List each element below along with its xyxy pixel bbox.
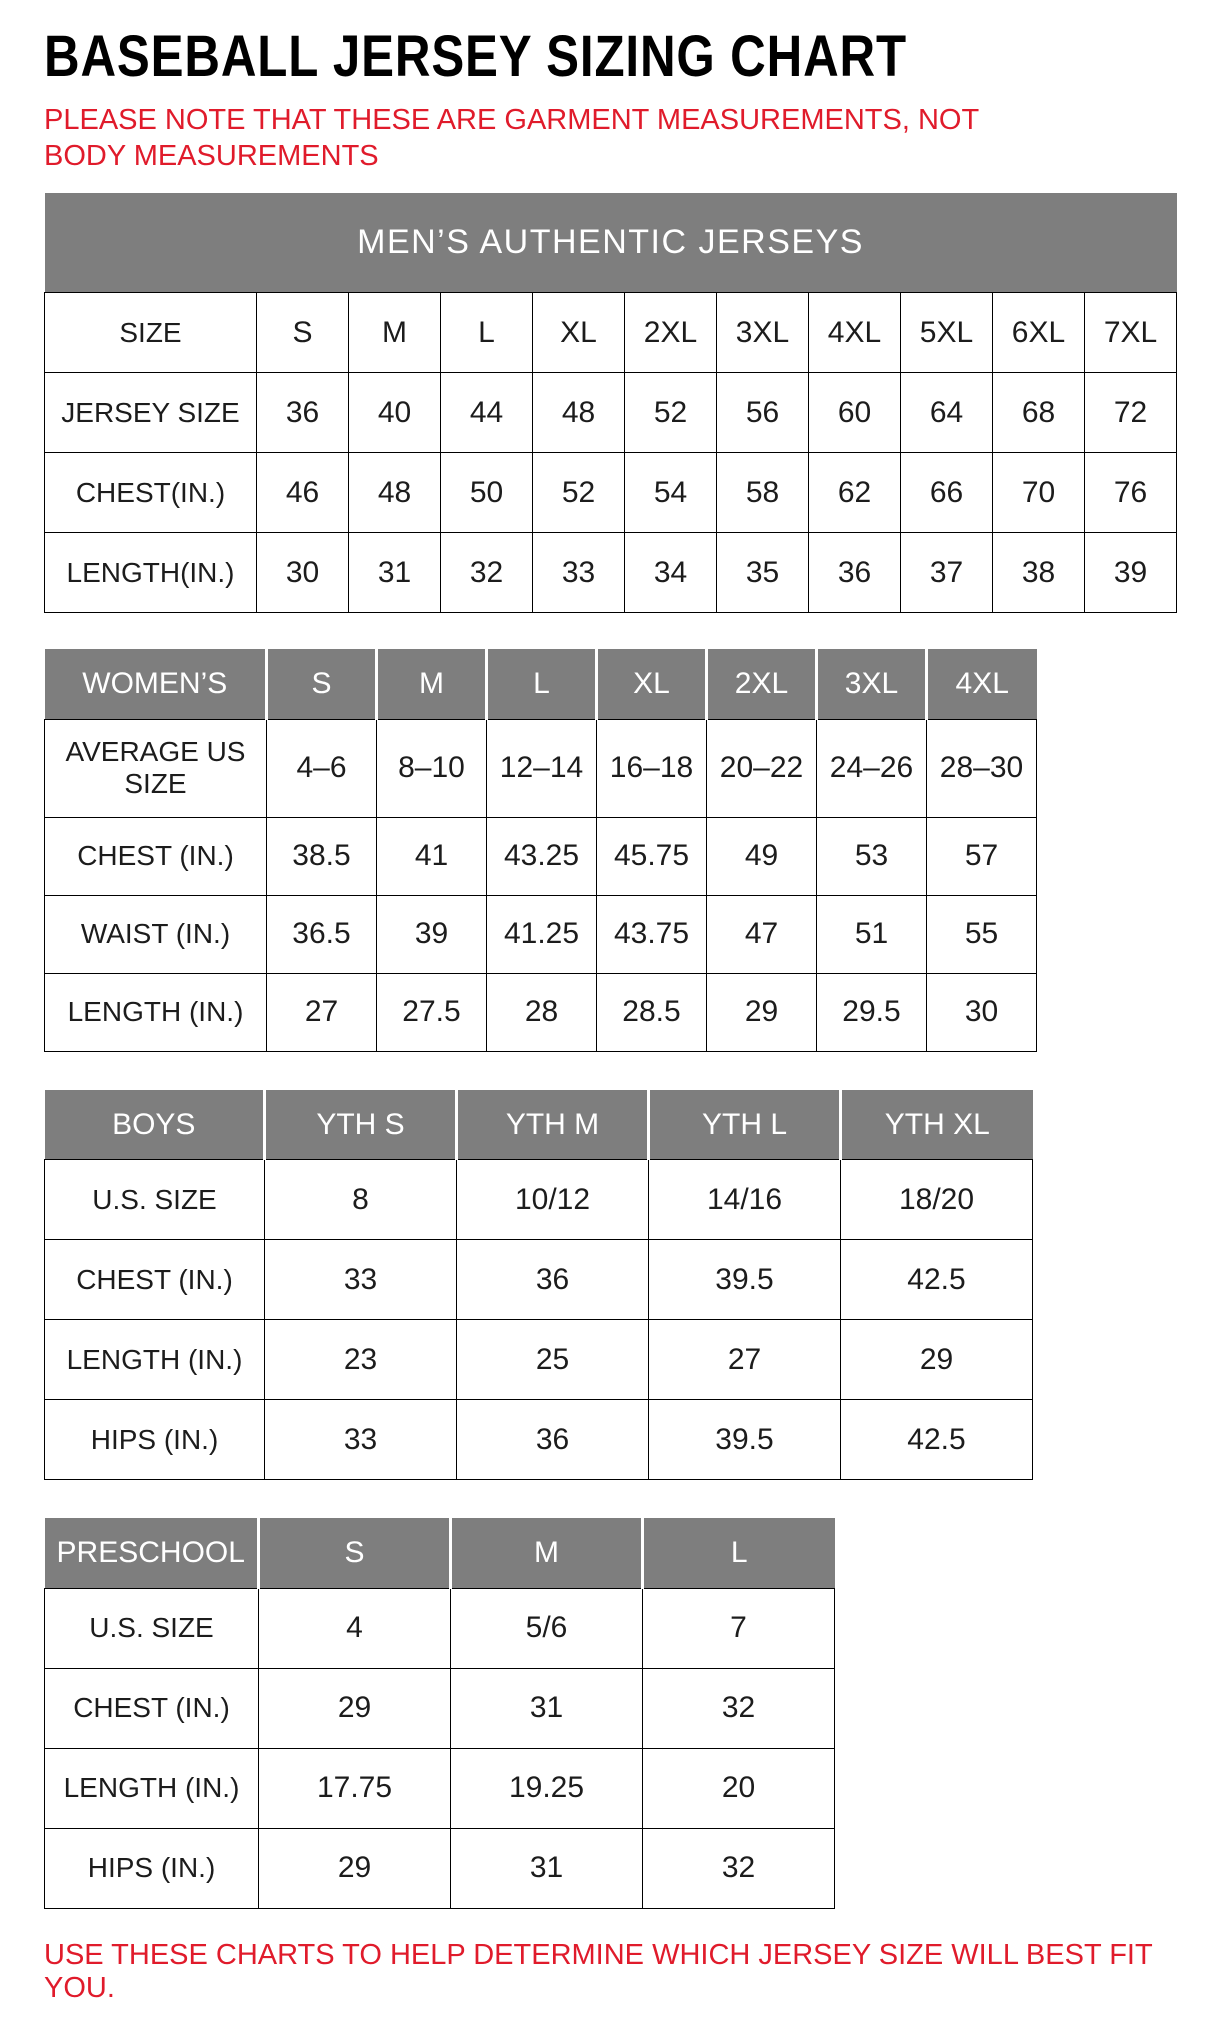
size-value-cell: 8 <box>265 1160 457 1240</box>
row-label: LENGTH (IN.) <box>45 973 267 1051</box>
row-label: U.S. SIZE <box>45 1588 259 1668</box>
column-header-cell: S <box>259 1518 451 1588</box>
size-value-cell: 8–10 <box>377 719 487 817</box>
page-title <box>44 26 1176 87</box>
size-value-cell: 2XL <box>625 293 717 373</box>
size-value-cell: 3XL <box>717 293 809 373</box>
size-value-cell: 43.75 <box>597 895 707 973</box>
size-value-cell: 23 <box>265 1320 457 1400</box>
page-title-text: BASEBALL JERSEY SIZING CHART <box>44 24 907 89</box>
size-value-cell: 30 <box>927 973 1037 1051</box>
size-value-cell: 27 <box>267 973 377 1051</box>
size-value-cell: XL <box>533 293 625 373</box>
size-value-cell: 19.25 <box>451 1748 643 1828</box>
table-row <box>45 895 1037 973</box>
row-label: U.S. SIZE <box>45 1160 265 1240</box>
size-value-cell: 33 <box>533 533 625 613</box>
table-row <box>45 533 1177 613</box>
size-value-cell: 43.25 <box>487 817 597 895</box>
size-value-cell: 76 <box>1085 453 1177 533</box>
size-value-cell: 12–14 <box>487 719 597 817</box>
column-header-cell: YTH M <box>457 1090 649 1160</box>
row-label: LENGTH(IN.) <box>45 533 257 613</box>
size-value-cell: 31 <box>451 1668 643 1748</box>
size-value-cell: 57 <box>927 817 1037 895</box>
size-value-cell: 33 <box>265 1400 457 1480</box>
column-header-cell: M <box>377 649 487 719</box>
size-value-cell: 17.75 <box>259 1748 451 1828</box>
mens-table-banner: MEN’S AUTHENTIC JERSEYS <box>45 193 1177 293</box>
size-value-cell: 28.5 <box>597 973 707 1051</box>
size-value-cell: 27 <box>649 1320 841 1400</box>
size-value-cell: 34 <box>625 533 717 613</box>
womens-jerseys-table <box>44 649 1037 1052</box>
table-row <box>45 1240 1033 1320</box>
size-value-cell: 53 <box>817 817 927 895</box>
size-value-cell: 70 <box>993 453 1085 533</box>
size-value-cell: 39.5 <box>649 1400 841 1480</box>
size-value-cell: L <box>441 293 533 373</box>
column-header-cell: 3XL <box>817 649 927 719</box>
size-value-cell: 38 <box>993 533 1085 613</box>
size-value-cell: 51 <box>817 895 927 973</box>
row-label: CHEST (IN.) <box>45 817 267 895</box>
boys-jerseys-table <box>44 1090 1033 1481</box>
size-value-cell: S <box>257 293 349 373</box>
table-row <box>45 1588 835 1668</box>
size-value-cell: 64 <box>901 373 993 453</box>
size-value-cell: 7XL <box>1085 293 1177 373</box>
size-value-cell: 4–6 <box>267 719 377 817</box>
size-value-cell: 42.5 <box>841 1240 1033 1320</box>
size-value-cell: 27.5 <box>377 973 487 1051</box>
size-value-cell: 4 <box>259 1588 451 1668</box>
size-value-cell: 66 <box>901 453 993 533</box>
size-value-cell: 54 <box>625 453 717 533</box>
size-value-cell: 68 <box>993 373 1085 453</box>
size-value-cell: M <box>349 293 441 373</box>
row-label: CHEST(IN.) <box>45 453 257 533</box>
size-value-cell: 49 <box>707 817 817 895</box>
size-value-cell: 29 <box>841 1320 1033 1400</box>
table-row <box>45 1160 1033 1240</box>
size-value-cell: 32 <box>643 1828 835 1908</box>
column-header-cell: YTH L <box>649 1090 841 1160</box>
table-row <box>45 817 1037 895</box>
size-value-cell: 41.25 <box>487 895 597 973</box>
column-header-cell: L <box>487 649 597 719</box>
size-value-cell: 36 <box>457 1400 649 1480</box>
size-value-cell: 16–18 <box>597 719 707 817</box>
column-header-cell: L <box>643 1518 835 1588</box>
size-value-cell: 10/12 <box>457 1160 649 1240</box>
row-label: JERSEY SIZE <box>45 373 257 453</box>
column-header-cell: M <box>451 1518 643 1588</box>
header-row <box>45 649 1037 719</box>
size-value-cell: 7 <box>643 1588 835 1668</box>
size-value-cell: 29 <box>259 1828 451 1908</box>
size-value-cell: 72 <box>1085 373 1177 453</box>
size-value-cell: 39.5 <box>649 1240 841 1320</box>
header-row <box>45 1090 1033 1160</box>
size-value-cell: 44 <box>441 373 533 453</box>
size-value-cell: 39 <box>1085 533 1177 613</box>
table-row <box>45 1828 835 1908</box>
size-value-cell: 45.75 <box>597 817 707 895</box>
size-value-cell: 20–22 <box>707 719 817 817</box>
size-value-cell: 28 <box>487 973 597 1051</box>
size-value-cell: 39 <box>377 895 487 973</box>
mens-banner-row <box>45 193 1177 293</box>
size-value-cell: 60 <box>809 373 901 453</box>
size-value-cell: 6XL <box>993 293 1085 373</box>
table-row <box>45 373 1177 453</box>
size-value-cell: 30 <box>257 533 349 613</box>
header-row <box>45 1518 835 1588</box>
size-value-cell: 32 <box>441 533 533 613</box>
size-value-cell: 5/6 <box>451 1588 643 1668</box>
size-value-cell: 18/20 <box>841 1160 1033 1240</box>
size-value-cell: 38.5 <box>267 817 377 895</box>
size-value-cell: 33 <box>265 1240 457 1320</box>
mens-jerseys-table <box>44 193 1177 613</box>
size-value-cell: 36 <box>457 1240 649 1320</box>
size-value-cell: 37 <box>901 533 993 613</box>
row-label: HIPS (IN.) <box>45 1828 259 1908</box>
size-value-cell: 52 <box>625 373 717 453</box>
size-value-cell: 52 <box>533 453 625 533</box>
size-value-cell: 46 <box>257 453 349 533</box>
size-value-cell: 4XL <box>809 293 901 373</box>
size-value-cell: 35 <box>717 533 809 613</box>
table-row <box>45 1320 1033 1400</box>
row-label: LENGTH (IN.) <box>45 1748 259 1828</box>
size-value-cell: 29 <box>259 1668 451 1748</box>
column-header-cell: PRESCHOOL <box>45 1518 259 1588</box>
column-header-cell: 4XL <box>927 649 1037 719</box>
size-value-cell: 40 <box>349 373 441 453</box>
column-header-cell: YTH S <box>265 1090 457 1160</box>
row-label: HIPS (IN.) <box>45 1400 265 1480</box>
table-row <box>45 1668 835 1748</box>
size-value-cell: 5XL <box>901 293 993 373</box>
column-header-cell: BOYS <box>45 1090 265 1160</box>
row-label: WAIST (IN.) <box>45 895 267 973</box>
row-label: CHEST (IN.) <box>45 1668 259 1748</box>
size-value-cell: 31 <box>349 533 441 613</box>
garment-measurements-note: PLEASE NOTE THAT THESE ARE GARMENT MEASUREMENTS, NOT BODY MEASUREMENTS <box>44 104 979 173</box>
size-value-cell: 36 <box>257 373 349 453</box>
size-value-cell: 41 <box>377 817 487 895</box>
size-value-cell: 58 <box>717 453 809 533</box>
size-value-cell: 42.5 <box>841 1400 1033 1480</box>
size-value-cell: 32 <box>643 1668 835 1748</box>
column-header-cell: S <box>267 649 377 719</box>
fit-advice-note: USE THESE CHARTS TO HELP DETERMINE WHICH JERSEY SIZE WILL BEST FIT YOU. <box>44 1938 1153 2004</box>
table-row <box>45 973 1037 1051</box>
size-value-cell: 29 <box>707 973 817 1051</box>
column-header-cell: 2XL <box>707 649 817 719</box>
size-value-cell: 28–30 <box>927 719 1037 817</box>
size-value-cell: 29.5 <box>817 973 927 1051</box>
row-label: CHEST (IN.) <box>45 1240 265 1320</box>
size-value-cell: 24–26 <box>817 719 927 817</box>
size-value-cell: 56 <box>717 373 809 453</box>
size-value-cell: 48 <box>349 453 441 533</box>
size-value-cell: 31 <box>451 1828 643 1908</box>
column-header-cell: XL <box>597 649 707 719</box>
table-row <box>45 293 1177 373</box>
size-value-cell: 36 <box>809 533 901 613</box>
size-value-cell: 62 <box>809 453 901 533</box>
table-row <box>45 1400 1033 1480</box>
table-row <box>45 719 1037 817</box>
size-value-cell: 47 <box>707 895 817 973</box>
size-value-cell: 50 <box>441 453 533 533</box>
column-header-cell: YTH XL <box>841 1090 1033 1160</box>
column-header-cell: WOMEN’S <box>45 649 267 719</box>
size-value-cell: 25 <box>457 1320 649 1400</box>
row-label: AVERAGE US SIZE <box>45 719 267 817</box>
row-label: LENGTH (IN.) <box>45 1320 265 1400</box>
size-value-cell: 14/16 <box>649 1160 841 1240</box>
size-value-cell: 20 <box>643 1748 835 1828</box>
preschool-jerseys-table <box>44 1518 835 1909</box>
size-value-cell: 55 <box>927 895 1037 973</box>
size-value-cell: 36.5 <box>267 895 377 973</box>
row-label: SIZE <box>45 293 257 373</box>
table-row <box>45 1748 835 1828</box>
table-row <box>45 453 1177 533</box>
size-value-cell: 48 <box>533 373 625 453</box>
